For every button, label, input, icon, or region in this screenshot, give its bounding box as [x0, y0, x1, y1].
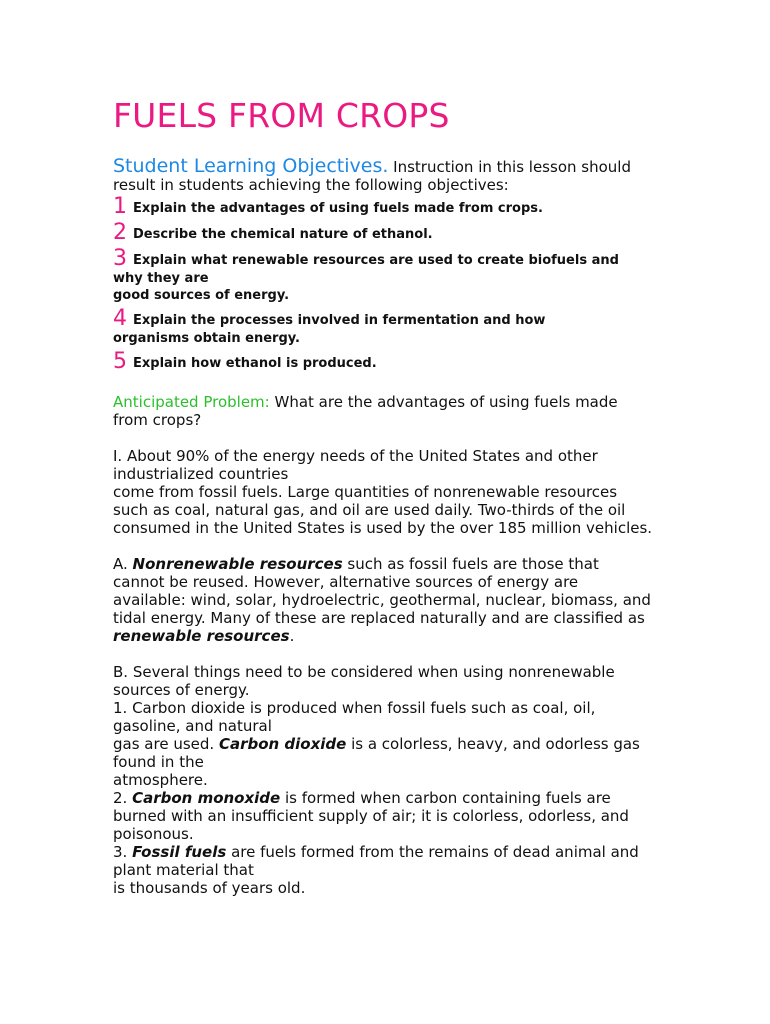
objective-number: 3 [113, 246, 127, 271]
term-carbon-dioxide: Carbon dioxide [218, 735, 347, 753]
paragraph-line: burned with an insufficient supply of air; it is colorless, odorless, and [113, 807, 629, 825]
objective-number: 1 [113, 194, 127, 219]
paragraph-line: found in the [113, 753, 204, 771]
section-a-paragraph [113, 555, 663, 645]
objective-number: 2 [113, 220, 127, 245]
term-fossil-fuels: Fossil fuels [132, 843, 227, 861]
paragraph-line: B. Several things need to be considered when using nonrenewable [113, 663, 615, 681]
term-carbon-monoxide: Carbon monoxide [132, 789, 281, 807]
objective-number: 5 [113, 349, 127, 374]
learning-objectives-heading: Student Learning Objectives. [113, 155, 389, 177]
paragraph-line: 1. Carbon dioxide is produced when fossil fuels such as coal, oil, [113, 699, 596, 717]
paragraph-line: gasoline, and natural [113, 717, 272, 735]
paragraph-line: 2. [113, 789, 133, 807]
paragraph-line: sources of energy. [113, 681, 250, 699]
objective-item [113, 308, 663, 347]
paragraph-line: I. About 90% of the energy needs of the United States and other [113, 447, 598, 465]
term-renewable-resources: renewable resources [113, 627, 290, 645]
paragraph-line: plant material that [113, 861, 254, 879]
paragraph-line: is a colorless, heavy, and odorless gas [346, 735, 640, 753]
objective-text: Describe the chemical nature of ethanol. [133, 227, 433, 242]
paragraph-line: are fuels formed from the remains of dead animal and [226, 843, 639, 861]
objective-text: organisms obtain energy. [113, 331, 300, 346]
anticipated-problem [113, 393, 663, 429]
section-i-paragraph [113, 447, 663, 537]
learning-objectives-intro [113, 157, 663, 194]
paragraph-line: cannot be reused. However, alternative sources of energy are [113, 573, 579, 591]
paragraph-line: available: wind, solar, hydroelectric, geothermal, nuclear, biomass, and [113, 591, 651, 609]
paragraph-line: is thousands of years old. [113, 879, 306, 897]
intro-text-line-1: Instruction in this lesson should [388, 158, 631, 176]
paragraph-line: atmosphere. [113, 771, 208, 789]
document-page [113, 95, 663, 897]
objective-item [113, 248, 663, 304]
term-nonrenewable-resources: Nonrenewable resources [132, 555, 343, 573]
objective-text: Explain the advantages of using fuels made from crops. [133, 201, 543, 216]
objectives-list [113, 196, 663, 373]
objective-text: why they are [113, 271, 209, 286]
paragraph-line: tidal energy. Many of these are replaced naturally and are classified as [113, 609, 645, 627]
objective-text: Explain how ethanol is produced. [133, 356, 377, 371]
objective-text: good sources of energy. [113, 288, 290, 303]
paragraph-line: 3. [113, 843, 133, 861]
paragraph-line: . [289, 627, 295, 645]
anticipated-problem-label: Anticipated Problem: [113, 393, 270, 411]
paragraph-line: consumed in the United States is used by the over 185 million vehicles. [113, 519, 653, 537]
paragraph-line: come from fossil fuels. Large quantities of nonrenewable resources [113, 483, 618, 501]
paragraph-line: such as fossil fuels are those that [342, 555, 599, 573]
objective-item [113, 222, 663, 244]
objective-item [113, 196, 663, 218]
section-b-paragraph [113, 663, 663, 897]
objective-text: Explain what renewable resources are used to create biofuels and [133, 253, 619, 268]
anticipated-problem-text: What are the advantages of using fuels made [269, 393, 618, 411]
paragraph-line: is formed when carbon containing fuels are [280, 789, 611, 807]
paragraph-line: such as coal, natural gas, and oil are used daily. Two-thirds of the oil [113, 501, 626, 519]
objective-item [113, 351, 663, 373]
paragraph-line: industrialized countries [113, 465, 289, 483]
anticipated-problem-text: from crops? [113, 411, 202, 429]
paragraph-line: gas are used. [113, 735, 219, 753]
paragraph-line: poisonous. [113, 825, 194, 843]
objective-text: Explain the processes involved in fermentation and how [133, 313, 546, 328]
intro-text-line-2: result in students achieving the following objectives: [113, 176, 509, 194]
section-prefix: A. [113, 555, 133, 573]
page-title: FUELS FROM CROPS [113, 96, 450, 135]
objective-number: 4 [113, 306, 127, 331]
